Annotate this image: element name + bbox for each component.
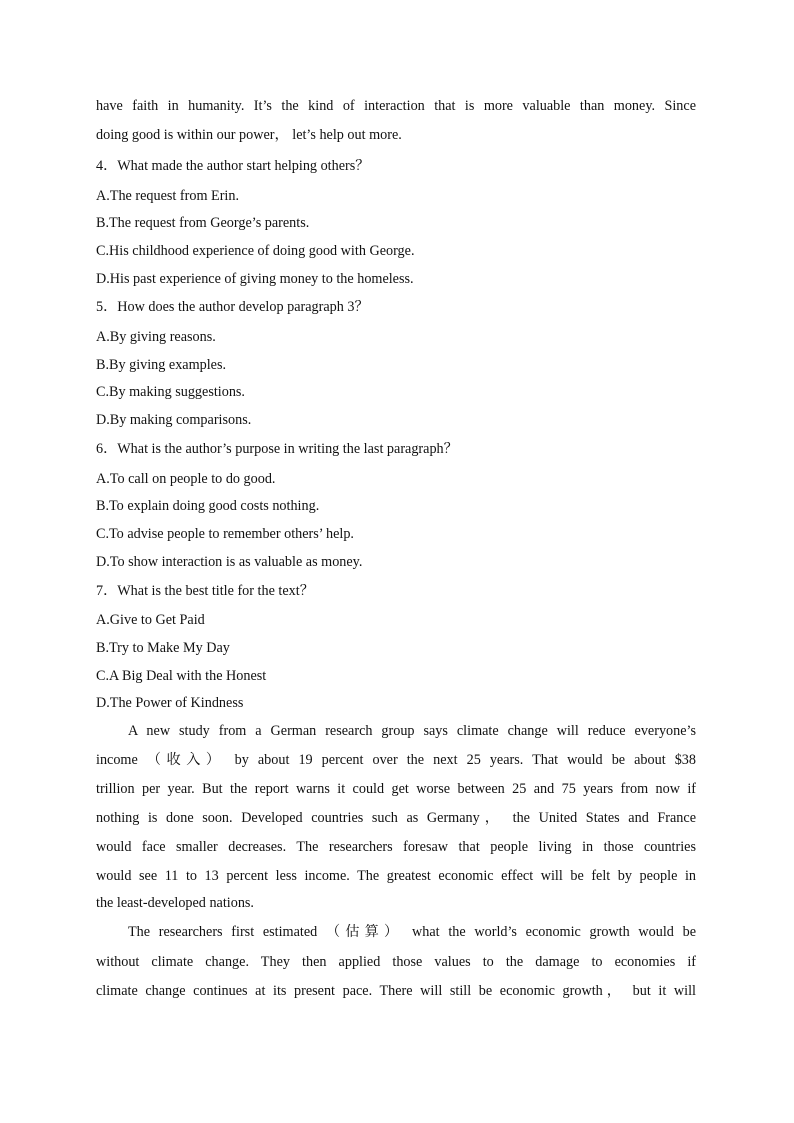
question-7-option-a: A.Give to Get Paid [96, 612, 205, 628]
question-5-stem: 5．How does the author develop paragraph 3？ [96, 299, 369, 315]
passage-p1-line-5: would face smaller decreases. The researchers foresaw that people living in those countries [96, 839, 696, 855]
question-6-option-a: A.To call on people to do good. [96, 471, 276, 487]
passage-p1-line-7: the least-developed nations. [96, 895, 254, 911]
question-5-option-a: A.By giving reasons. [96, 329, 216, 345]
question-7-stem: 7．What is the best title for the text？ [96, 583, 314, 599]
question-4-option-b: B.The request from George’s parents. [96, 215, 310, 231]
question-5-option-d: D.By making comparisons. [96, 412, 252, 428]
question-6-stem: 6．What is the author’s purpose in writing the last paragraph？ [96, 441, 458, 457]
question-4-option-d: D.His past experience of giving money to the homeless. [96, 271, 414, 287]
question-7-option-d: D.The Power of Kindness [96, 695, 244, 711]
question-6-option-b: B.To explain doing good costs nothing. [96, 498, 320, 514]
passage-p1-line-4: nothing is done soon. Developed countries such as Germany， the United States and France [96, 810, 696, 826]
question-4-option-a: A.The request from Erin. [96, 188, 240, 204]
passage-p2-line-1: The researchers first estimated （估算） what the world’s economic growth would be [128, 924, 696, 940]
question-6-option-d: D.To show interaction is as valuable as money. [96, 554, 363, 570]
question-6-option-c: C.To advise people to remember others’ help. [96, 526, 354, 542]
passage-p1-line-2: income （收入） by about 19 percent over the next 25 years. That would be about $38 [96, 752, 696, 768]
question-5-option-c: C.By making suggestions. [96, 384, 245, 400]
intro-line-2: doing good is within our power， let’s help out more. [96, 127, 402, 143]
question-5-option-b: B.By giving examples. [96, 357, 227, 373]
question-4-stem: 4．What made the author start helping others？ [96, 158, 370, 174]
question-4-option-c: C.His childhood experience of doing good with George. [96, 243, 415, 259]
passage-p2-line-2: without climate change. They then applied those values to the damage to economies if [96, 954, 696, 970]
passage-p1-line-1: A new study from a German research group says climate change will reduce everyone’s [128, 723, 696, 739]
intro-line-1: have faith in humanity. It’s the kind of interaction that is more valuable than money. Since [96, 98, 696, 114]
question-7-option-b: B.Try to Make My Day [96, 640, 230, 656]
question-7-option-c: C.A Big Deal with the Honest [96, 668, 267, 684]
passage-p1-line-3: trillion per year. But the report warns it could get worse between 25 and 75 years from now if [96, 781, 696, 797]
passage-p2-line-3: climate change continues at its present pace. There will still be economic growth， but it will [96, 983, 696, 999]
passage-p1-line-6: would see 11 to 13 percent less income. The greatest economic effect will be felt by people in [96, 868, 696, 884]
